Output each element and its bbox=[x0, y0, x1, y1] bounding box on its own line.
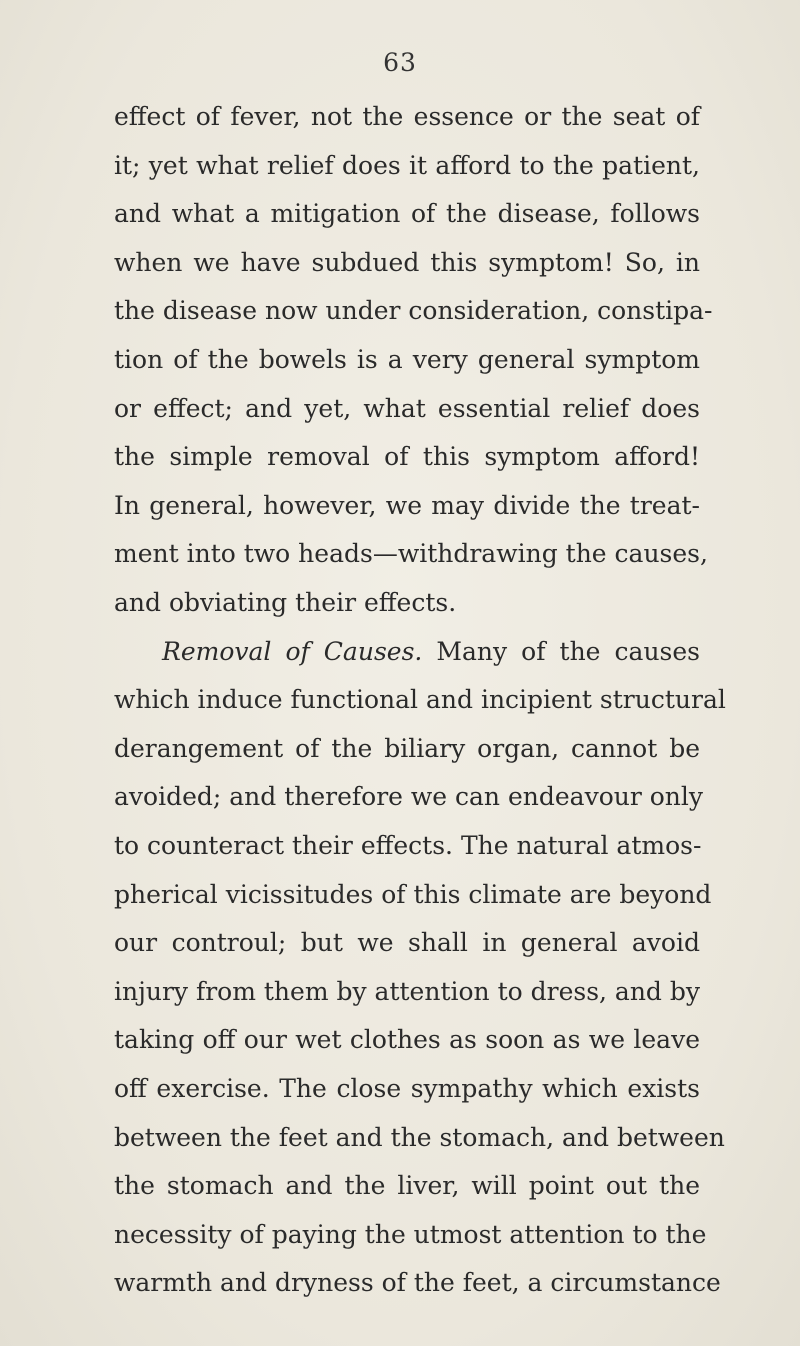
section-heading: Removal of Causes. bbox=[162, 636, 423, 666]
text-line: derangement of the biliary organ, cannot be bbox=[114, 733, 700, 763]
text-line: and obviating their effects. bbox=[114, 588, 457, 617]
text-line: necessity of paying the utmost attention to the bbox=[114, 1219, 707, 1249]
text-line: between the feet and the stomach, and between bbox=[114, 1122, 725, 1152]
text-line: pherical vicissitudes of this climate are beyond bbox=[114, 879, 712, 909]
text-line: to counteract their effects. The natural atmos- bbox=[114, 831, 702, 860]
text-line: the disease now under consideration, constipa- bbox=[114, 296, 713, 326]
text-line: or effect; and yet, what essential relief does bbox=[114, 393, 700, 423]
text-line: avoided; and therefore we can endeavour only bbox=[114, 782, 704, 812]
text-line: off exercise. The close sympathy which exists bbox=[114, 1074, 700, 1103]
text-line: tion of the bowels is a very general symptom bbox=[114, 345, 700, 374]
text-line: the simple removal of this symptom afford! bbox=[114, 442, 700, 472]
text-line: when we have subdued this symptom! So, in bbox=[114, 247, 700, 277]
text-line: it; yet what relief does it afford to the patient, bbox=[114, 150, 700, 180]
text-line: and what a mitigation of the disease, follows bbox=[114, 199, 700, 229]
text-line: warmth and dryness of the feet, a circumstance bbox=[114, 1268, 721, 1298]
text-line: injury from them by attention to dress, and by bbox=[114, 976, 701, 1006]
section-paragraph-start bbox=[162, 635, 700, 669]
text-line: ment into two heads—withdrawing the causes, bbox=[114, 539, 708, 569]
text-line: taking off our wet clothes as soon as we leave bbox=[114, 1025, 700, 1055]
text-line: Many of the causes bbox=[436, 636, 700, 666]
page-number: 63 bbox=[383, 48, 417, 77]
text-line: our controul; but we shall in general avoid bbox=[114, 928, 700, 958]
text-line: effect of fever, not the essence or the seat of bbox=[114, 102, 700, 131]
text-line: the stomach and the liver, will point out the bbox=[114, 1171, 700, 1201]
text-line: which induce functional and incipient structural bbox=[114, 685, 726, 715]
text-line: In general, however, we may divide the treat- bbox=[114, 490, 700, 520]
